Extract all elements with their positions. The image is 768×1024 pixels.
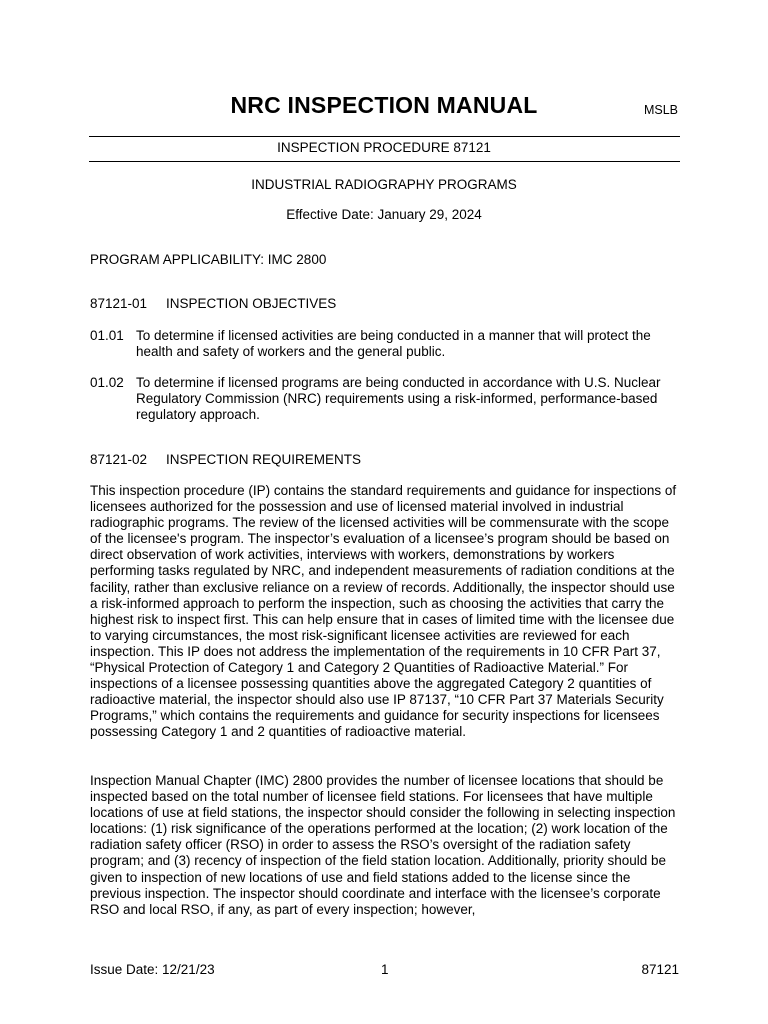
section-title-objectives: INSPECTION OBJECTIVES	[166, 296, 337, 311]
objective-text: To determine if licensed programs are being conducted in accordance with U.S. Nuclear Regulatory Commission (NRC) requirements using a risk-informed, performance-based regulatory approach.	[136, 375, 661, 422]
bottom-rule	[89, 161, 680, 162]
program-applicability: PROGRAM APPLICABILITY: IMC 2800	[90, 252, 327, 267]
objective-text: To determine if licensed activities are being conducted in a manner that will protect the health and safety of workers and the general public.	[136, 328, 651, 359]
procedure-name: INDUSTRIAL RADIOGRAPHY PROGRAMS	[251, 177, 517, 192]
footer-page-number: 1	[381, 962, 389, 977]
office-code: MSLB	[643, 103, 678, 117]
body-paragraph: Inspection Manual Chapter (IMC) 2800 provides the number of licensee locations that should be inspected based on the total number of licensee field stations. For licensees that have multiple locations of use at field stations, the inspector should consider the following in selecting inspection locations: (1) risk significance of the operations performed at the location; (2) work location of the radiation safety officer (RSO) in order to assess the RSO’s oversight of the radiation safety program; and (3) recency of inspection of the field station location. Additionally, priority should be given to inspection of new locations of use and field stations added to the license since the previous inspection. The inspector should coordinate and interface with the licensee’s corporate RSO and local RSO, if any, as part of every inspection; however,	[90, 773, 676, 917]
objective-number: 01.01	[90, 328, 124, 343]
effective-date: Effective Date: January 29, 2024	[286, 207, 482, 222]
manual-title: NRC INSPECTION MANUAL	[230, 92, 538, 118]
procedure-number: INSPECTION PROCEDURE 87121	[277, 140, 491, 155]
footer-procedure-number: 87121	[641, 962, 679, 977]
top-rule	[89, 136, 680, 137]
section-title-requirements: INSPECTION REQUIREMENTS	[166, 452, 362, 467]
footer-issue-date: Issue Date: 12/21/23	[90, 962, 215, 977]
objective-number: 01.02	[90, 375, 124, 390]
section-number-objectives: 87121-01	[90, 296, 148, 311]
body-paragraph: This inspection procedure (IP) contains the standard requirements and guidance for inspections of licensees authorized for the possession and use of licensed material involved in industrial radiographic programs. The review of the licensed activities will be commensurate with the scope of the licensee's program. The inspector’s evaluation of a licensee’s program should be based on direct observation of work activities, interviews with workers, demonstrations by workers performing tasks regulated by NRC, and independent measurements of radiation conditions at the facility, rather than exclusive reliance on a review of records. Additionally, the inspector should use a risk-informed approach to perform the inspection, such as choosing the activities that carry the highest risk to inspect first. This can help ensure that in cases of limited time with the licensee due to varying circumstances, the most risk-significant licensee activities are reviewed for each inspection. This IP does not address the implementation of the requirements in 10 CFR Part 37, “Physical Protection of Category 1 and Category 2 Quantities of Radioactive Material.” For inspections of a licensee possessing quantities above the aggregated Category 2 quantities of radioactive material, the inspector should also use IP 87137, “10 CFR Part 37 Materials Security Programs,” which contains the requirements and guidance for security inspections for licensees possessing Category 1 and 2 quantities of radioactive material.	[90, 483, 677, 740]
section-number-requirements: 87121-02	[90, 452, 148, 467]
